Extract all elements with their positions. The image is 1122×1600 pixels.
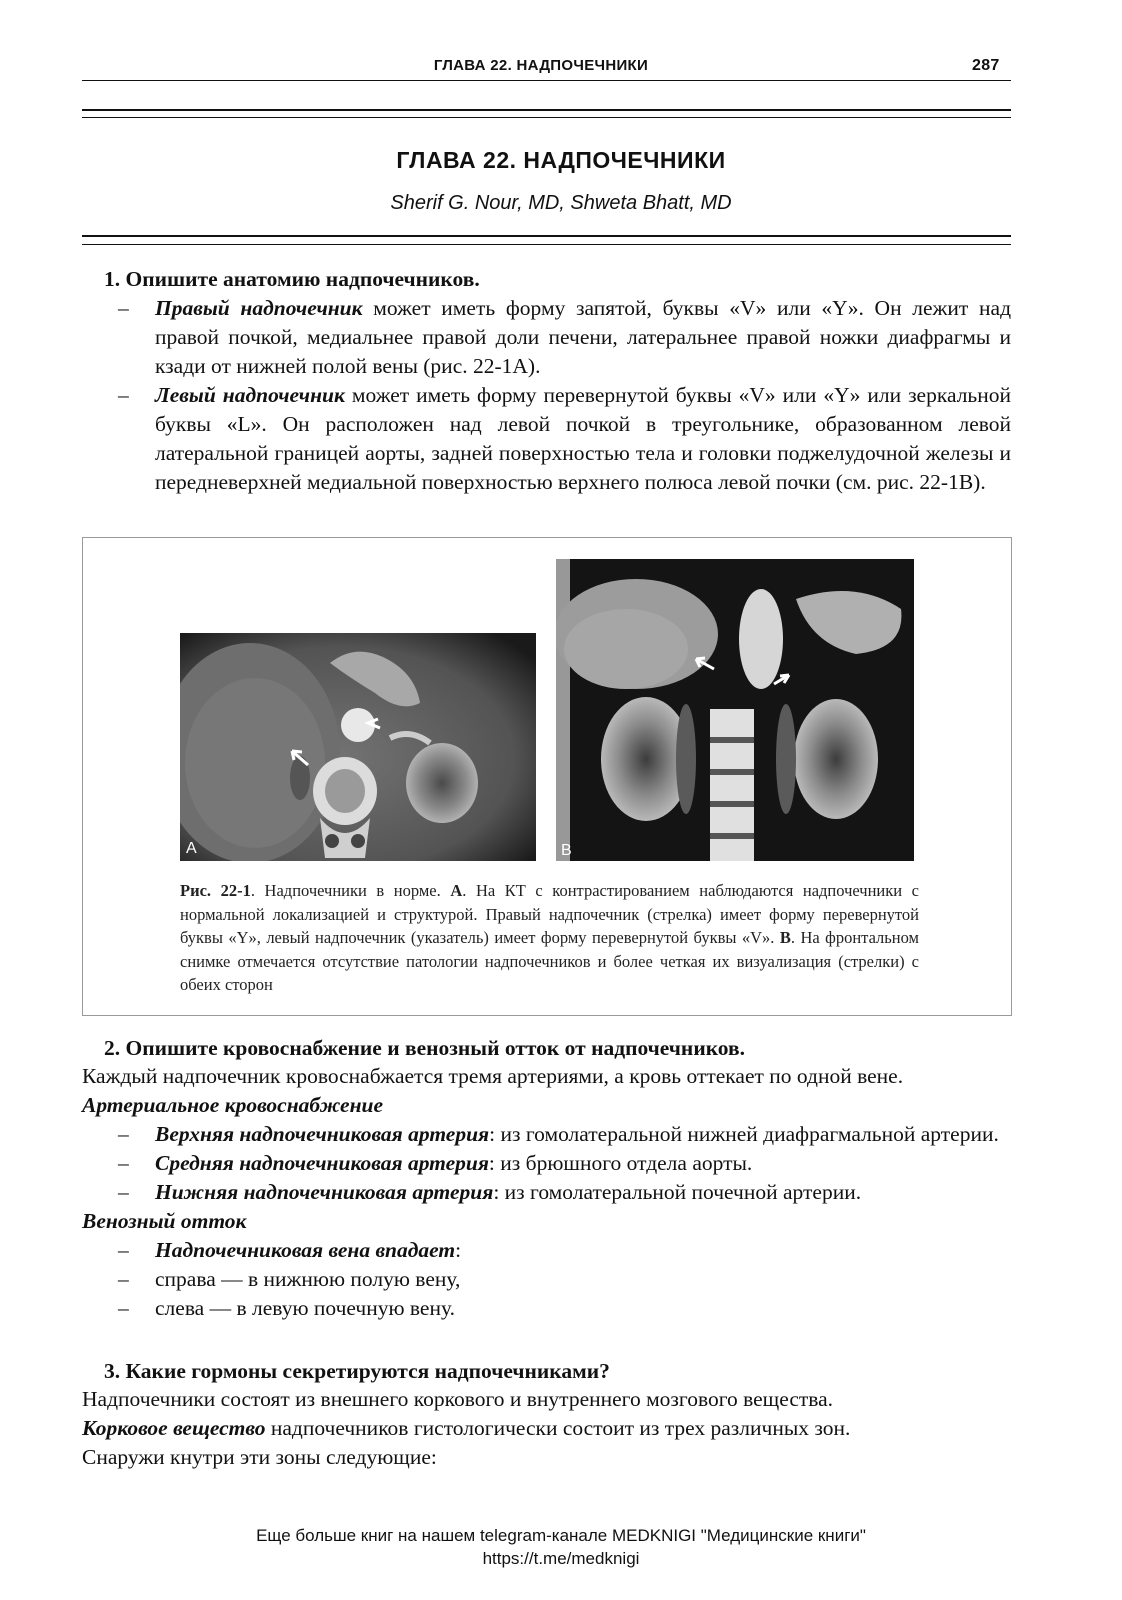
list-dash: –	[118, 1238, 129, 1262]
page-number: 287	[972, 57, 1000, 74]
vein-list	[82, 1236, 1012, 1323]
anatomy-list	[118, 294, 1011, 497]
artery-text: : из гомолатеральной почечной артерии.	[493, 1180, 862, 1204]
list-item	[118, 294, 1011, 381]
artery-text: : из брюшного отдела аорты.	[488, 1151, 753, 1175]
hormones-line-1: Надпочечники состоят из внешнего коркового и внутреннего мозгового вещества.	[82, 1387, 834, 1411]
cortex-text: надпочечников гистологически состоит из трех различных зон.	[265, 1416, 851, 1440]
footer-line-1: Еще больше книг на нашем telegram-канале MEDKNIGI "Медицинские книги"	[256, 1526, 866, 1545]
artery-text: : из гомолатеральной нижней диафрагмальной артерии.	[489, 1122, 999, 1146]
artery-term: Средняя надпочечниковая артерия	[155, 1151, 489, 1175]
chapter-title: ГЛАВА 22. НАДПОЧЕЧНИКИ	[396, 147, 726, 173]
hormones-block	[82, 1385, 1012, 1472]
caption-ref: Рис. 22-1	[180, 881, 251, 900]
question-1: 1. Опишите анатомию надпочечников.	[104, 267, 480, 291]
question-3: 3. Какие гормоны секретируются надпочечниками?	[104, 1359, 610, 1383]
title-bottom-rule-1	[82, 235, 1011, 237]
list-item	[118, 1149, 1012, 1178]
blood-supply-intro: Каждый надпочечник кровоснабжается тремя артериями, а кровь оттекает по одной вене.	[82, 1064, 904, 1088]
venous-heading: Венозный отток	[82, 1209, 247, 1233]
caption-a: A	[450, 881, 463, 900]
item-text: может иметь форму запятой, буквы «V» или «Y». Он лежит над правой почкой, медиальнее правой доли печени, латеральнее правой ножки диафрагмы и кзади от нижней полой вены (рис. 22-1A).	[155, 296, 1012, 378]
hormones-line-2	[82, 1414, 1012, 1443]
figure-caption	[180, 879, 919, 997]
list-dash: –	[118, 1122, 129, 1146]
running-header-title: ГЛАВА 22. НАДПОЧЕЧНИКИ	[433, 57, 649, 74]
title-top-rule-2	[82, 117, 1011, 118]
title-bottom-rule-2	[82, 244, 1011, 245]
vein-item-text: слева — в левую почечную вену.	[155, 1296, 455, 1320]
figure-22-1	[82, 537, 1012, 1016]
caption-b: B	[779, 928, 791, 947]
caption-part-1: . Надпочечники в норме.	[250, 881, 451, 900]
list-item	[118, 1120, 1012, 1149]
image-a-label: A	[186, 840, 197, 857]
artery-term: Нижняя надпочечниковая артерия	[155, 1180, 494, 1204]
vein-term: Надпочечниковая вена впадает	[155, 1238, 456, 1262]
header-rule	[82, 80, 1011, 81]
item-term: Правый надпочечник	[155, 296, 363, 320]
caption-part-2: . На КТ с контрастированием наблюдаются надпочечники с нормальной локализацией и структурой. Правый надпочечник (стрелка) имеет форму перевернутой буквы «Y», левый надпочечник (указатель) имеет форму перевернутой буквы «V».	[180, 881, 919, 947]
cortex-term: Корковое вещество	[82, 1416, 266, 1440]
footer-link[interactable]: https://t.me/medknigi	[482, 1549, 640, 1568]
vein-item-text: справа — в нижнюю полую вену,	[155, 1267, 461, 1291]
artery-term: Верхняя надпочечниковая артерия	[155, 1122, 490, 1146]
list-item	[118, 1178, 1012, 1207]
chapter-authors: Sherif G. Nour, MD, Shweta Bhatt, MD	[390, 192, 732, 214]
list-item	[118, 1294, 1012, 1323]
title-top-rule-1	[82, 109, 1011, 111]
arterial-heading: Артериальное кровоснабжение	[82, 1093, 384, 1117]
artery-list	[82, 1120, 1012, 1207]
ct-image-b	[556, 559, 914, 861]
list-dash: –	[118, 1151, 129, 1175]
question-2: 2. Опишите кровоснабжение и венозный отток от надпочечников.	[104, 1036, 746, 1060]
list-dash: –	[118, 1267, 129, 1291]
item-text: может иметь форму перевернутой буквы «V» или «Y» или зеркальной буквы «L». Он расположен над левой почкой в треугольнике, образованном левой латеральной границей аорты, задней поверхностью тела и головки поджелудочной железы и передневерхней медиальной поверхностью верхнего полюса левой почки (см. рис. 22-1B).	[155, 383, 1012, 494]
list-dash: –	[118, 1180, 129, 1204]
item-term: Левый надпочечник	[155, 383, 345, 407]
blood-supply-block	[82, 1062, 1012, 1323]
list-dash: –	[118, 296, 129, 320]
image-b-label: B	[561, 842, 572, 859]
list-item	[118, 1236, 1012, 1265]
list-item	[118, 1265, 1012, 1294]
ct-image-a	[180, 633, 536, 861]
list-dash: –	[118, 383, 129, 407]
caption-part-3: . На фронтальном снимке отмечается отсутствие патологии надпочечников и более четкая их визуализация (стрелки) с обеих сторон	[180, 928, 919, 994]
list-dash: –	[118, 1296, 129, 1320]
list-item	[118, 381, 1011, 497]
vein-colon: :	[455, 1238, 462, 1262]
hormones-line-3: Снаружи кнутри эти зоны следующие:	[82, 1445, 437, 1469]
